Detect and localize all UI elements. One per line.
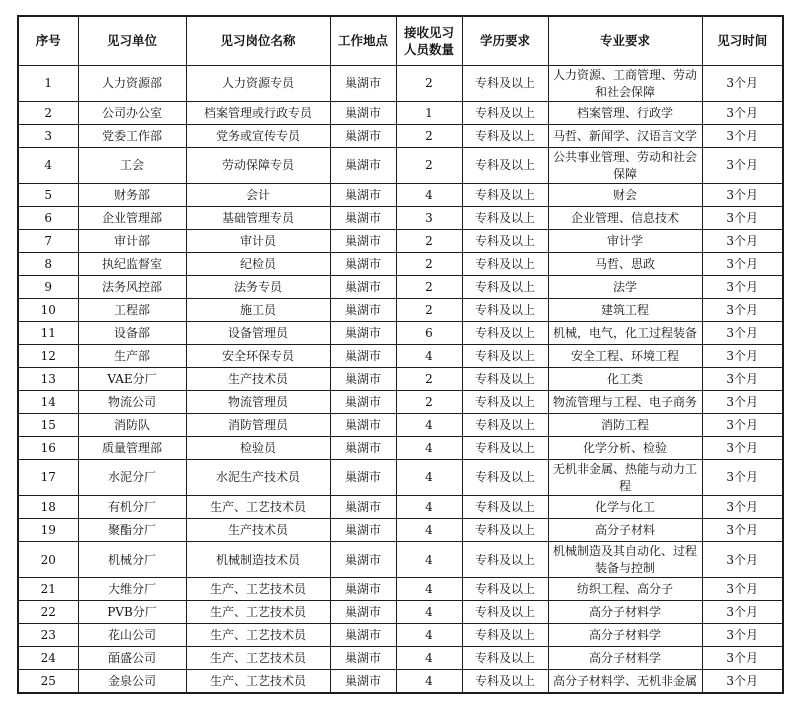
table-row: [18, 276, 783, 299]
intern-count-cell: 4: [396, 345, 462, 368]
major-requirement-cell: 消防工程: [548, 414, 702, 437]
major-requirement-cell: 纺织工程、高分子: [548, 578, 702, 601]
intern-count-cell: 4: [396, 647, 462, 670]
internship-duration-cell: 3个月: [702, 542, 783, 578]
internship-duration-cell: 3个月: [702, 578, 783, 601]
internship-duration-cell: 3个月: [702, 253, 783, 276]
header-intern-count: 接收见习人员数量: [396, 16, 462, 66]
intern-count-cell: 4: [396, 184, 462, 207]
position-name-cell: 法务专员: [186, 276, 330, 299]
major-requirement-cell: 高分子材料学: [548, 647, 702, 670]
work-location-cell: 巢湖市: [330, 519, 396, 542]
intern-count-cell: 2: [396, 391, 462, 414]
internship-unit-cell: 生产部: [78, 345, 186, 368]
table-row: [18, 184, 783, 207]
major-requirement-cell: 企业管理、信息技术: [548, 207, 702, 230]
internship-duration-cell: 3个月: [702, 148, 783, 184]
internship-unit-cell: 花山公司: [78, 624, 186, 647]
serial-number-cell: 3: [18, 125, 78, 148]
table-row: [18, 368, 783, 391]
internship-duration-cell: 3个月: [702, 647, 783, 670]
work-location-cell: 巢湖市: [330, 542, 396, 578]
position-name-cell: 劳动保障专员: [186, 148, 330, 184]
serial-number-cell: 2: [18, 102, 78, 125]
internship-duration-cell: 3个月: [702, 519, 783, 542]
work-location-cell: 巢湖市: [330, 578, 396, 601]
position-name-cell: 生产、工艺技术员: [186, 670, 330, 693]
intern-count-cell: 4: [396, 670, 462, 693]
serial-number-cell: 8: [18, 253, 78, 276]
major-requirement-cell: 机械，电气，化工过程装备: [548, 322, 702, 345]
major-requirement-cell: 机械制造及其自动化、过程装备与控制: [548, 542, 702, 578]
header-internship-unit: 见习单位: [78, 16, 186, 66]
major-requirement-cell: 高分子材料学: [548, 601, 702, 624]
education-requirement-cell: 专科及以上: [462, 230, 548, 253]
intern-count-cell: 2: [396, 299, 462, 322]
intern-count-cell: 3: [396, 207, 462, 230]
table-header-row: [18, 16, 783, 66]
work-location-cell: 巢湖市: [330, 207, 396, 230]
internship-unit-cell: 企业管理部: [78, 207, 186, 230]
intern-count-cell: 4: [396, 601, 462, 624]
serial-number-cell: 4: [18, 148, 78, 184]
internship-unit-cell: 聚酯分厂: [78, 519, 186, 542]
serial-number-cell: 22: [18, 601, 78, 624]
internship-duration-cell: 3个月: [702, 624, 783, 647]
table-row: [18, 230, 783, 253]
major-requirement-cell: 公共事业管理、劳动和社会保障: [548, 148, 702, 184]
major-requirement-cell: 人力资源、工商管理、劳动和社会保障: [548, 66, 702, 102]
education-requirement-cell: 专科及以上: [462, 102, 548, 125]
internship-duration-cell: 3个月: [702, 670, 783, 693]
table-row: [18, 519, 783, 542]
major-requirement-cell: 档案管理、行政学: [548, 102, 702, 125]
table-row: [18, 437, 783, 460]
internship-duration-cell: 3个月: [702, 368, 783, 391]
table-row: [18, 542, 783, 578]
intern-count-cell: 4: [396, 542, 462, 578]
internship-duration-cell: 3个月: [702, 207, 783, 230]
work-location-cell: 巢湖市: [330, 299, 396, 322]
table-row: [18, 647, 783, 670]
position-name-cell: 水泥生产技术员: [186, 460, 330, 496]
major-requirement-cell: 无机非金属、热能与动力工程: [548, 460, 702, 496]
position-name-cell: 生产、工艺技术员: [186, 578, 330, 601]
position-name-cell: 会计: [186, 184, 330, 207]
serial-number-cell: 17: [18, 460, 78, 496]
major-requirement-cell: 安全工程、环境工程: [548, 345, 702, 368]
serial-number-cell: 6: [18, 207, 78, 230]
intern-count-cell: 2: [396, 276, 462, 299]
internship-unit-cell: 财务部: [78, 184, 186, 207]
work-location-cell: 巢湖市: [330, 437, 396, 460]
education-requirement-cell: 专科及以上: [462, 670, 548, 693]
table-body: [18, 66, 783, 693]
education-requirement-cell: 专科及以上: [462, 345, 548, 368]
table-row: [18, 624, 783, 647]
major-requirement-cell: 化工类: [548, 368, 702, 391]
intern-count-cell: 4: [396, 414, 462, 437]
serial-number-cell: 19: [18, 519, 78, 542]
internship-unit-cell: 设备部: [78, 322, 186, 345]
internship-duration-cell: 3个月: [702, 66, 783, 102]
work-location-cell: 巢湖市: [330, 460, 396, 496]
education-requirement-cell: 专科及以上: [462, 148, 548, 184]
serial-number-cell: 10: [18, 299, 78, 322]
internship-duration-cell: 3个月: [702, 437, 783, 460]
major-requirement-cell: 高分子材料: [548, 519, 702, 542]
education-requirement-cell: 专科及以上: [462, 647, 548, 670]
table-row: [18, 125, 783, 148]
position-name-cell: 纪检员: [186, 253, 330, 276]
serial-number-cell: 20: [18, 542, 78, 578]
intern-count-cell: 2: [396, 125, 462, 148]
intern-count-cell: 4: [396, 437, 462, 460]
position-name-cell: 检验员: [186, 437, 330, 460]
education-requirement-cell: 专科及以上: [462, 299, 548, 322]
education-requirement-cell: 专科及以上: [462, 414, 548, 437]
internship-unit-cell: 审计部: [78, 230, 186, 253]
work-location-cell: 巢湖市: [330, 496, 396, 519]
intern-count-cell: 4: [396, 578, 462, 601]
work-location-cell: 巢湖市: [330, 391, 396, 414]
major-requirement-cell: 财会: [548, 184, 702, 207]
internship-unit-cell: 金泉公司: [78, 670, 186, 693]
work-location-cell: 巢湖市: [330, 322, 396, 345]
education-requirement-cell: 专科及以上: [462, 368, 548, 391]
serial-number-cell: 12: [18, 345, 78, 368]
header-work-location: 工作地点: [330, 16, 396, 66]
header-education-requirement: 学历要求: [462, 16, 548, 66]
internship-unit-cell: 党委工作部: [78, 125, 186, 148]
position-name-cell: 物流管理员: [186, 391, 330, 414]
position-name-cell: 设备管理员: [186, 322, 330, 345]
education-requirement-cell: 专科及以上: [462, 391, 548, 414]
education-requirement-cell: 专科及以上: [462, 542, 548, 578]
intern-count-cell: 2: [396, 253, 462, 276]
internship-unit-cell: 公司办公室: [78, 102, 186, 125]
intern-count-cell: 2: [396, 66, 462, 102]
major-requirement-cell: 法学: [548, 276, 702, 299]
work-location-cell: 巢湖市: [330, 368, 396, 391]
serial-number-cell: 7: [18, 230, 78, 253]
internship-duration-cell: 3个月: [702, 299, 783, 322]
internship-unit-cell: 有机分厂: [78, 496, 186, 519]
internship-duration-cell: 3个月: [702, 496, 783, 519]
position-name-cell: 人力资源专员: [186, 66, 330, 102]
work-location-cell: 巢湖市: [330, 230, 396, 253]
position-name-cell: 机械制造技术员: [186, 542, 330, 578]
header-internship-duration: 见习时间: [702, 16, 783, 66]
position-name-cell: 审计员: [186, 230, 330, 253]
internship-unit-cell: 工程部: [78, 299, 186, 322]
intern-count-cell: 4: [396, 624, 462, 647]
intern-count-cell: 4: [396, 496, 462, 519]
education-requirement-cell: 专科及以上: [462, 322, 548, 345]
serial-number-cell: 15: [18, 414, 78, 437]
serial-number-cell: 23: [18, 624, 78, 647]
work-location-cell: 巢湖市: [330, 148, 396, 184]
table-row: [18, 496, 783, 519]
education-requirement-cell: 专科及以上: [462, 125, 548, 148]
position-name-cell: 安全环保专员: [186, 345, 330, 368]
education-requirement-cell: 专科及以上: [462, 437, 548, 460]
internship-table-container: [17, 15, 784, 694]
serial-number-cell: 14: [18, 391, 78, 414]
internship-duration-cell: 3个月: [702, 230, 783, 253]
work-location-cell: 巢湖市: [330, 624, 396, 647]
work-location-cell: 巢湖市: [330, 253, 396, 276]
internship-duration-cell: 3个月: [702, 460, 783, 496]
table-row: [18, 345, 783, 368]
internship-duration-cell: 3个月: [702, 414, 783, 437]
header-serial-number: 序号: [18, 16, 78, 66]
table-row: [18, 148, 783, 184]
intern-count-cell: 4: [396, 460, 462, 496]
internship-unit-cell: VAE分厂: [78, 368, 186, 391]
internship-duration-cell: 3个月: [702, 391, 783, 414]
table-row: [18, 253, 783, 276]
work-location-cell: 巢湖市: [330, 66, 396, 102]
serial-number-cell: 13: [18, 368, 78, 391]
education-requirement-cell: 专科及以上: [462, 578, 548, 601]
education-requirement-cell: 专科及以上: [462, 207, 548, 230]
internship-duration-cell: 3个月: [702, 276, 783, 299]
work-location-cell: 巢湖市: [330, 102, 396, 125]
intern-count-cell: 4: [396, 519, 462, 542]
major-requirement-cell: 高分子材料学、无机非金属: [548, 670, 702, 693]
header-major-requirement: 专业要求: [548, 16, 702, 66]
internship-unit-cell: 机械分厂: [78, 542, 186, 578]
intern-count-cell: 2: [396, 368, 462, 391]
education-requirement-cell: 专科及以上: [462, 184, 548, 207]
internship-unit-cell: 质量管理部: [78, 437, 186, 460]
serial-number-cell: 1: [18, 66, 78, 102]
internship-unit-cell: 消防队: [78, 414, 186, 437]
major-requirement-cell: 化学分析、检验: [548, 437, 702, 460]
major-requirement-cell: 物流管理与工程、电子商务: [548, 391, 702, 414]
work-location-cell: 巢湖市: [330, 125, 396, 148]
internship-unit-cell: 水泥分厂: [78, 460, 186, 496]
education-requirement-cell: 专科及以上: [462, 66, 548, 102]
internship-duration-cell: 3个月: [702, 102, 783, 125]
education-requirement-cell: 专科及以上: [462, 519, 548, 542]
work-location-cell: 巢湖市: [330, 276, 396, 299]
intern-count-cell: 2: [396, 148, 462, 184]
position-name-cell: 档案管理或行政专员: [186, 102, 330, 125]
table-row: [18, 391, 783, 414]
internship-unit-cell: 工会: [78, 148, 186, 184]
position-name-cell: 消防管理员: [186, 414, 330, 437]
table-row: [18, 578, 783, 601]
table-row: [18, 670, 783, 693]
internship-positions-table: [17, 15, 784, 694]
intern-count-cell: 2: [396, 230, 462, 253]
serial-number-cell: 11: [18, 322, 78, 345]
table-row: [18, 601, 783, 624]
position-name-cell: 基础管理专员: [186, 207, 330, 230]
internship-duration-cell: 3个月: [702, 601, 783, 624]
serial-number-cell: 9: [18, 276, 78, 299]
table-row: [18, 460, 783, 496]
table-row: [18, 66, 783, 102]
position-name-cell: 生产、工艺技术员: [186, 647, 330, 670]
table-row: [18, 207, 783, 230]
major-requirement-cell: 马哲、新闻学、汉语言文学: [548, 125, 702, 148]
serial-number-cell: 24: [18, 647, 78, 670]
internship-unit-cell: 物流公司: [78, 391, 186, 414]
internship-unit-cell: 法务风控部: [78, 276, 186, 299]
serial-number-cell: 25: [18, 670, 78, 693]
intern-count-cell: 6: [396, 322, 462, 345]
internship-duration-cell: 3个月: [702, 125, 783, 148]
internship-unit-cell: 皕盛公司: [78, 647, 186, 670]
education-requirement-cell: 专科及以上: [462, 276, 548, 299]
work-location-cell: 巢湖市: [330, 345, 396, 368]
education-requirement-cell: 专科及以上: [462, 496, 548, 519]
internship-duration-cell: 3个月: [702, 322, 783, 345]
position-name-cell: 党务或宣传专员: [186, 125, 330, 148]
major-requirement-cell: 审计学: [548, 230, 702, 253]
work-location-cell: 巢湖市: [330, 670, 396, 693]
work-location-cell: 巢湖市: [330, 414, 396, 437]
table-row: [18, 299, 783, 322]
internship-duration-cell: 3个月: [702, 345, 783, 368]
internship-unit-cell: 执纪监督室: [78, 253, 186, 276]
work-location-cell: 巢湖市: [330, 601, 396, 624]
education-requirement-cell: 专科及以上: [462, 253, 548, 276]
serial-number-cell: 18: [18, 496, 78, 519]
table-row: [18, 322, 783, 345]
internship-unit-cell: PVB分厂: [78, 601, 186, 624]
intern-count-cell: 1: [396, 102, 462, 125]
position-name-cell: 生产、工艺技术员: [186, 496, 330, 519]
position-name-cell: 施工员: [186, 299, 330, 322]
internship-duration-cell: 3个月: [702, 184, 783, 207]
education-requirement-cell: 专科及以上: [462, 624, 548, 647]
major-requirement-cell: 建筑工程: [548, 299, 702, 322]
work-location-cell: 巢湖市: [330, 184, 396, 207]
education-requirement-cell: 专科及以上: [462, 460, 548, 496]
major-requirement-cell: 马哲、思政: [548, 253, 702, 276]
work-location-cell: 巢湖市: [330, 647, 396, 670]
table-row: [18, 102, 783, 125]
header-position-name: 见习岗位名称: [186, 16, 330, 66]
internship-unit-cell: 大维分厂: [78, 578, 186, 601]
serial-number-cell: 21: [18, 578, 78, 601]
internship-unit-cell: 人力资源部: [78, 66, 186, 102]
serial-number-cell: 5: [18, 184, 78, 207]
major-requirement-cell: 高分子材料学: [548, 624, 702, 647]
position-name-cell: 生产、工艺技术员: [186, 624, 330, 647]
position-name-cell: 生产、工艺技术员: [186, 601, 330, 624]
serial-number-cell: 16: [18, 437, 78, 460]
table-row: [18, 414, 783, 437]
education-requirement-cell: 专科及以上: [462, 601, 548, 624]
major-requirement-cell: 化学与化工: [548, 496, 702, 519]
position-name-cell: 生产技术员: [186, 368, 330, 391]
position-name-cell: 生产技术员: [186, 519, 330, 542]
